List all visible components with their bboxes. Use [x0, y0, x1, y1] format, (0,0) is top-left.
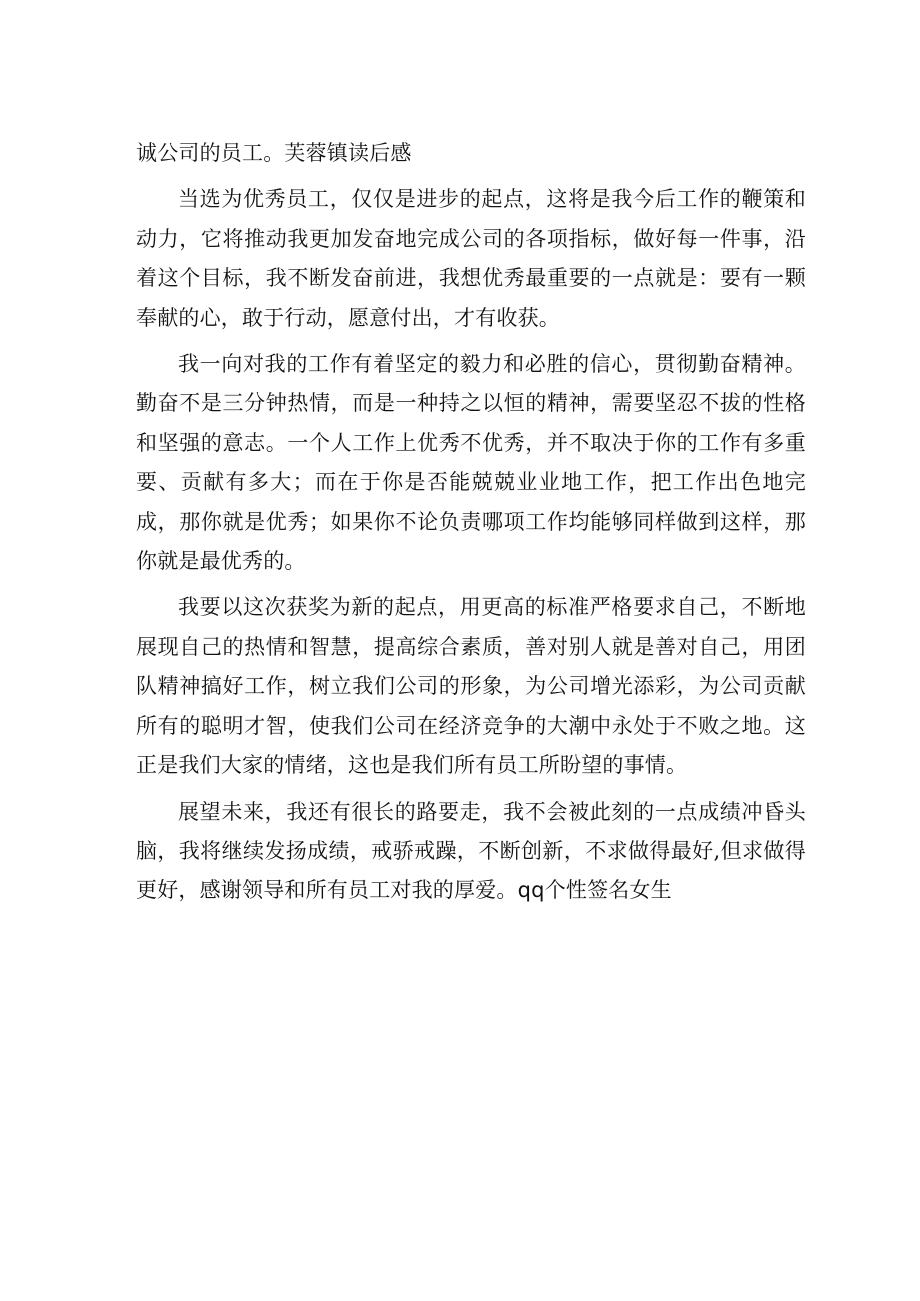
paragraph-5-text: 展望未来，我还有很长的路要走，我不会被此刻的一点成绩冲昏头脑，我将继续发扬成绩，戒骄戒躁，不断创新，不求做得最好,但求做得更好，感谢领导和所有员工对我的厚爱。	[136, 799, 806, 903]
paragraph-5	[136, 793, 806, 911]
paragraph-1: 诚公司的员工。芙蓉镇读后感	[136, 141, 412, 165]
paragraph-4: 我要以这次获奖为新的起点，用更高的标准严格要求自己，不断地展现自己的热情和智慧，提高综合素质，善对别人就是善对自己，用团队精神搞好工作，树立我们公司的形象，为公司增光添彩，为公司贡献所有的聪明才智，使我们公司在经济竞争的大潮中永处于不败之地。这正是我们大家的情绪，这也是我们所有员工所盼望的事情。	[136, 595, 806, 778]
document-body	[136, 134, 806, 911]
paragraph-5-tail: qq个性签名女生	[517, 878, 672, 903]
paragraph-3: 我一向对我的工作有着坚定的毅力和必胜的信心，贯彻勤奋精神。勤奋不是三分钟热情，而是一种持之以恒的精神，需要坚忍不拔的性格和坚强的意志。一个人工作上优秀不优秀，并不取决于你的工作有多重要、贡献有多大；而在于你是否能兢兢业业地工作，把工作出色地完成，那你就是优秀；如果你不论负责哪项工作均能够同样做到这样，那你就是最优秀的。	[136, 352, 806, 574]
paragraph-2: 当选为优秀员工，仅仅是进步的起点，这将是我今后工作的鞭策和动力，它将推动我更加发奋地完成公司的各项指标，做好每一件事，沿着这个目标，我不断发奋前进，我想优秀最重要的一点就是：要有一颗奉献的心，敢于行动，愿意付出，才有收获。	[136, 187, 806, 330]
